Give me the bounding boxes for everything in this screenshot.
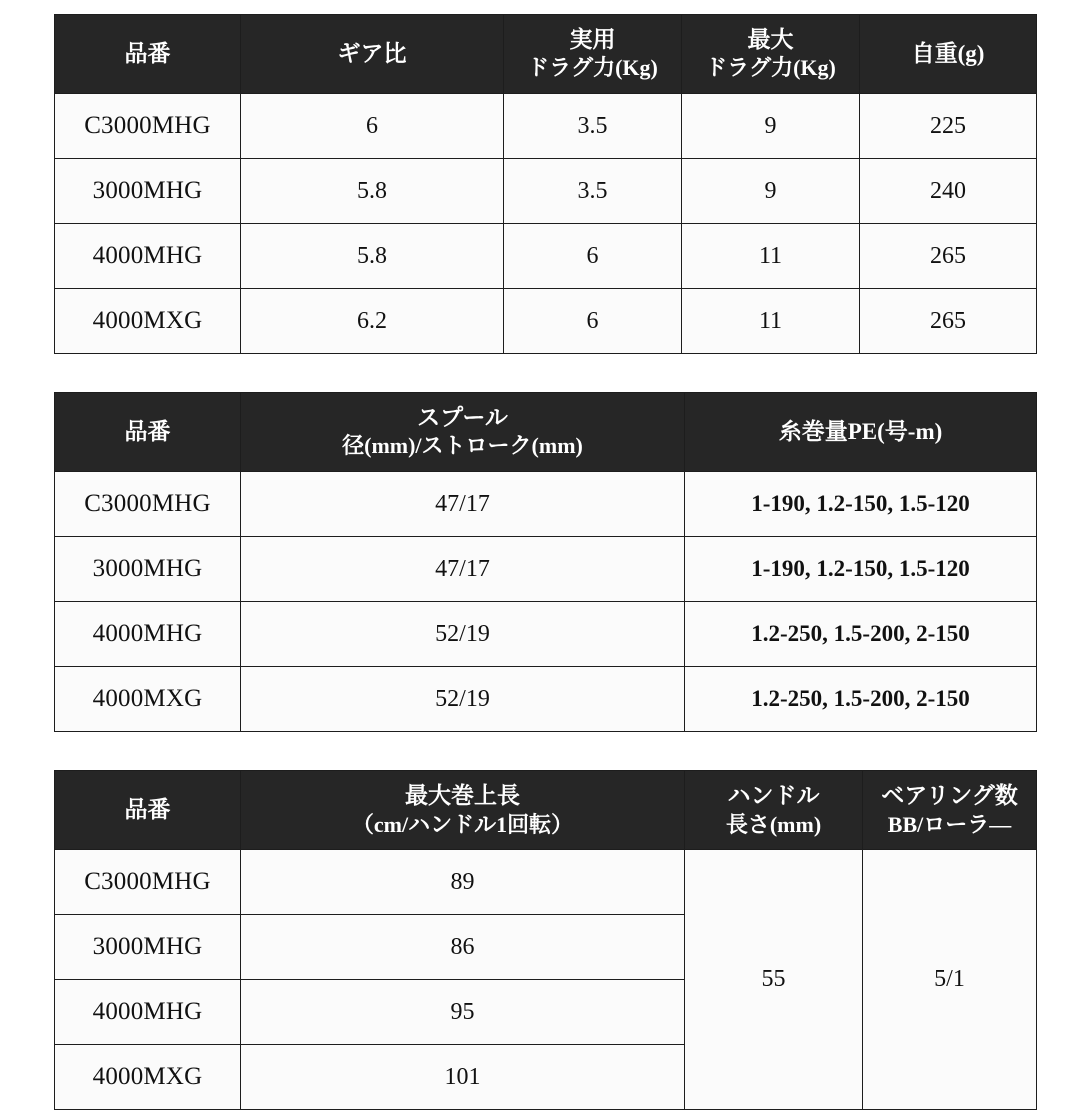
cell-bearings: 5/1 — [863, 850, 1037, 1110]
cell-spool: 47/17 — [241, 472, 685, 537]
table-header-row — [55, 771, 1037, 850]
column-header-main: 品番 — [124, 41, 171, 67]
column-header-sub: 長さ(mm) — [725, 811, 822, 837]
table-row — [55, 667, 1037, 732]
table-row — [55, 537, 1037, 602]
cell-weight: 225 — [860, 94, 1037, 159]
cell-max-drag: 11 — [682, 289, 860, 354]
cell-retrieve-length: 86 — [241, 915, 685, 980]
cell-model: 3000MHG — [55, 159, 241, 224]
column-header-practical-drag — [504, 15, 682, 94]
table-header-row — [55, 15, 1037, 94]
column-header-max-drag — [682, 15, 860, 94]
cell-practical-drag: 6 — [504, 289, 682, 354]
cell-spool: 47/17 — [241, 537, 685, 602]
basic-spec-table — [54, 14, 1037, 354]
cell-gear-ratio: 5.8 — [241, 159, 504, 224]
cell-line-capacity: 1.2-250, 1.5-200, 2-150 — [685, 602, 1037, 667]
cell-handle-length: 55 — [685, 850, 863, 1110]
cell-model: C3000MHG — [55, 472, 241, 537]
cell-model: 3000MHG — [55, 915, 241, 980]
cell-retrieve-length: 101 — [241, 1045, 685, 1110]
column-header-model — [55, 771, 241, 850]
table-header-row — [55, 393, 1037, 472]
cell-model: 4000MHG — [55, 980, 241, 1045]
table-row — [55, 224, 1037, 289]
cell-weight: 265 — [860, 224, 1037, 289]
column-header-sub: 径(mm)/ストローク(mm) — [342, 433, 583, 459]
cell-weight: 240 — [860, 159, 1037, 224]
column-header-main: 最大巻上長 — [405, 783, 520, 809]
cell-model: 4000MHG — [55, 224, 241, 289]
column-header-model — [55, 15, 241, 94]
column-header-sub: ドラグ力(Kg) — [527, 55, 658, 81]
cell-model: 4000MHG — [55, 602, 241, 667]
column-header-main: 自重(g) — [911, 41, 985, 67]
column-header-model — [55, 393, 241, 472]
table-row — [55, 289, 1037, 354]
table-row — [55, 94, 1037, 159]
column-header-sub: （cm/ハンドル1回転） — [351, 811, 574, 837]
cell-model: 4000MXG — [55, 667, 241, 732]
cell-model: 4000MXG — [55, 289, 241, 354]
column-header-main: ベアリング数 — [881, 783, 1018, 809]
cell-line-capacity: 1-190, 1.2-150, 1.5-120 — [685, 472, 1037, 537]
column-header-main: スプール — [417, 405, 508, 431]
cell-gear-ratio: 6 — [241, 94, 504, 159]
column-header-sub: ドラグ力(Kg) — [705, 55, 836, 81]
cell-line-capacity: 1-190, 1.2-150, 1.5-120 — [685, 537, 1037, 602]
cell-gear-ratio: 5.8 — [241, 224, 504, 289]
cell-practical-drag: 3.5 — [504, 94, 682, 159]
cell-model: C3000MHG — [55, 850, 241, 915]
column-header-handle-length — [685, 771, 863, 850]
cell-max-drag: 9 — [682, 159, 860, 224]
cell-model: 4000MXG — [55, 1045, 241, 1110]
table-row — [55, 159, 1037, 224]
column-header-spool — [241, 393, 685, 472]
cell-retrieve-length: 95 — [241, 980, 685, 1045]
column-header-line-capacity — [685, 393, 1037, 472]
cell-retrieve-length: 89 — [241, 850, 685, 915]
column-header-main: 最大 — [747, 27, 794, 52]
column-header-main: 品番 — [124, 419, 171, 445]
column-header-gear-ratio — [241, 15, 504, 94]
table-row — [55, 602, 1037, 667]
table-row — [55, 472, 1037, 537]
column-header-sub: BB/ローラ― — [887, 811, 1012, 837]
cell-line-capacity: 1.2-250, 1.5-200, 2-150 — [685, 667, 1037, 732]
cell-practical-drag: 6 — [504, 224, 682, 289]
cell-model: 3000MHG — [55, 537, 241, 602]
column-header-retrieve-length — [241, 771, 685, 850]
cell-max-drag: 9 — [682, 94, 860, 159]
cell-weight: 265 — [860, 289, 1037, 354]
column-header-main: ハンドル — [727, 783, 820, 809]
column-header-bearings — [863, 771, 1037, 850]
cell-spool: 52/19 — [241, 667, 685, 732]
cell-gear-ratio: 6.2 — [241, 289, 504, 354]
column-header-main: ギア比 — [337, 41, 407, 67]
column-header-weight — [860, 15, 1037, 94]
cell-practical-drag: 3.5 — [504, 159, 682, 224]
cell-model: C3000MHG — [55, 94, 241, 159]
column-header-main: 品番 — [124, 797, 171, 823]
spool-spec-table — [54, 392, 1037, 732]
cell-spool: 52/19 — [241, 602, 685, 667]
cell-max-drag: 11 — [682, 224, 860, 289]
column-header-main: 糸巻量PE(号-m) — [778, 419, 943, 445]
handle-spec-table — [54, 770, 1037, 1110]
table-row — [55, 850, 1037, 915]
column-header-main: 実用 — [569, 27, 616, 52]
